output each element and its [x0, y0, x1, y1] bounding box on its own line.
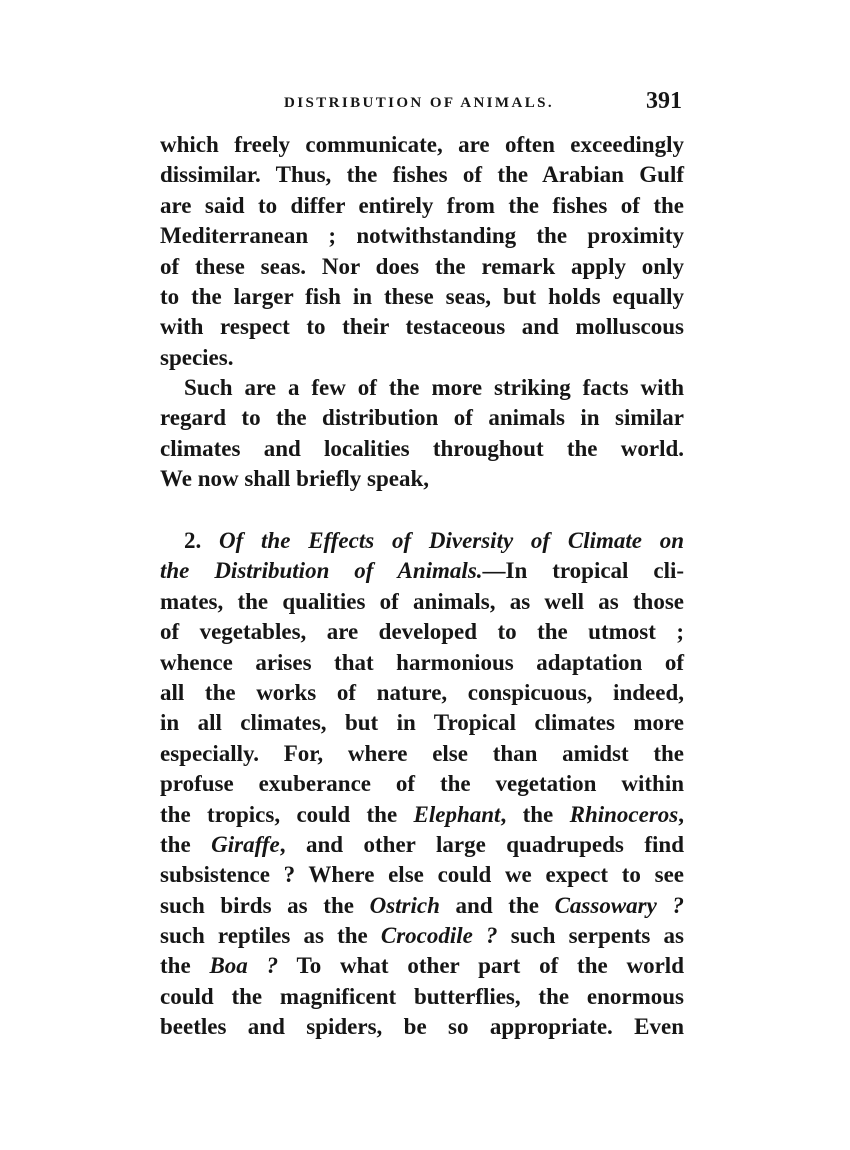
section-heading-part-1: Of the Effects of Diversity of Climate on: [219, 528, 685, 553]
italic-term-rhinoceros: Rhinoceros: [569, 801, 679, 827]
text-line: species.: [160, 344, 234, 370]
text-segment: , the: [500, 801, 570, 827]
text-line: regard to the distribution of animals in similar: [160, 405, 684, 431]
text-line: mates, the qualities of animals, as well as those: [160, 588, 684, 614]
text-segment: ,: [678, 801, 684, 827]
section-number: 2.: [184, 528, 202, 553]
text-segment: and the: [439, 892, 555, 918]
text-line: beetles and spiders, be so appropriate. Even: [160, 1014, 684, 1040]
running-title: DISTRIBUTION OF ANIMALS.: [284, 95, 555, 111]
italic-term-elephant: Elephant: [413, 801, 501, 827]
text-segment: such reptiles as the: [160, 923, 381, 949]
text-line: Such are a few of the more striking facts with: [184, 375, 684, 400]
text-line: dissimilar. Thus, the fishes of the Arabian Gulf: [160, 162, 684, 188]
text-line: We now shall briefly speak,: [160, 466, 430, 492]
text-line: whence arises that harmonious adaptation of: [160, 649, 684, 675]
text-line: [160, 921, 684, 951]
text-segment: To what other part of the world: [278, 953, 684, 979]
text-line: especially. For, where else than amidst the: [160, 740, 684, 766]
text-segment: the: [160, 831, 212, 857]
text-line: could the magnificent butterflies, the enormous: [160, 983, 684, 1009]
paragraph-1: [160, 130, 684, 373]
text-line: [160, 891, 684, 921]
text-line: of these seas. Nor does the remark apply only: [160, 253, 684, 279]
text-segment: the tropics, could the: [160, 801, 414, 827]
text-segment: such serpents as: [497, 923, 684, 949]
paragraph-2: [160, 373, 684, 495]
text-line: [160, 951, 684, 981]
text-segment: the: [160, 953, 210, 979]
text-line: with respect to their testaceous and molluscous: [160, 314, 684, 340]
italic-term-ostrich: Ostrich: [369, 892, 440, 918]
italic-term-cassowary: Cassowary ?: [554, 892, 684, 918]
page-header: [160, 88, 684, 122]
text-line: subsistence ? Where else could we expect to see: [160, 862, 684, 888]
text-line: are said to differ entirely from the fishes of the: [160, 192, 684, 218]
section-heading-part-2: the Distribution of Animals.: [160, 558, 483, 584]
text-line: [160, 800, 684, 830]
text-line: Mediterranean ; notwithstanding the proximity: [160, 223, 684, 249]
text-line: climates and localities throughout the world.: [160, 435, 684, 461]
text-line: which freely communicate, are often exceedingly: [160, 132, 684, 157]
page-number: 391: [646, 88, 682, 114]
italic-term-boa: Boa ?: [209, 953, 279, 979]
text-line: [160, 830, 684, 860]
text-line: [160, 526, 684, 556]
italic-term-giraffe: Giraffe: [211, 831, 280, 857]
text-line: of vegetables, are developed to the utmost ;: [160, 619, 684, 645]
text-line: profuse exuberance of the vegetation within: [160, 771, 684, 797]
text-segment: —In tropical cli-: [482, 558, 685, 584]
text-line: in all climates, but in Tropical climates more: [160, 710, 684, 736]
text-line: all the works of nature, conspicuous, indeed,: [160, 679, 684, 705]
text-line: [160, 556, 684, 586]
italic-term-crocodile: Crocodile ?: [380, 923, 498, 949]
text-line: to the larger fish in these seas, but holds equally: [160, 283, 684, 309]
text-segment: such birds as the: [160, 892, 370, 918]
text-segment: , and other large quadrupeds find: [279, 831, 684, 857]
paragraph-3: [160, 526, 684, 1043]
